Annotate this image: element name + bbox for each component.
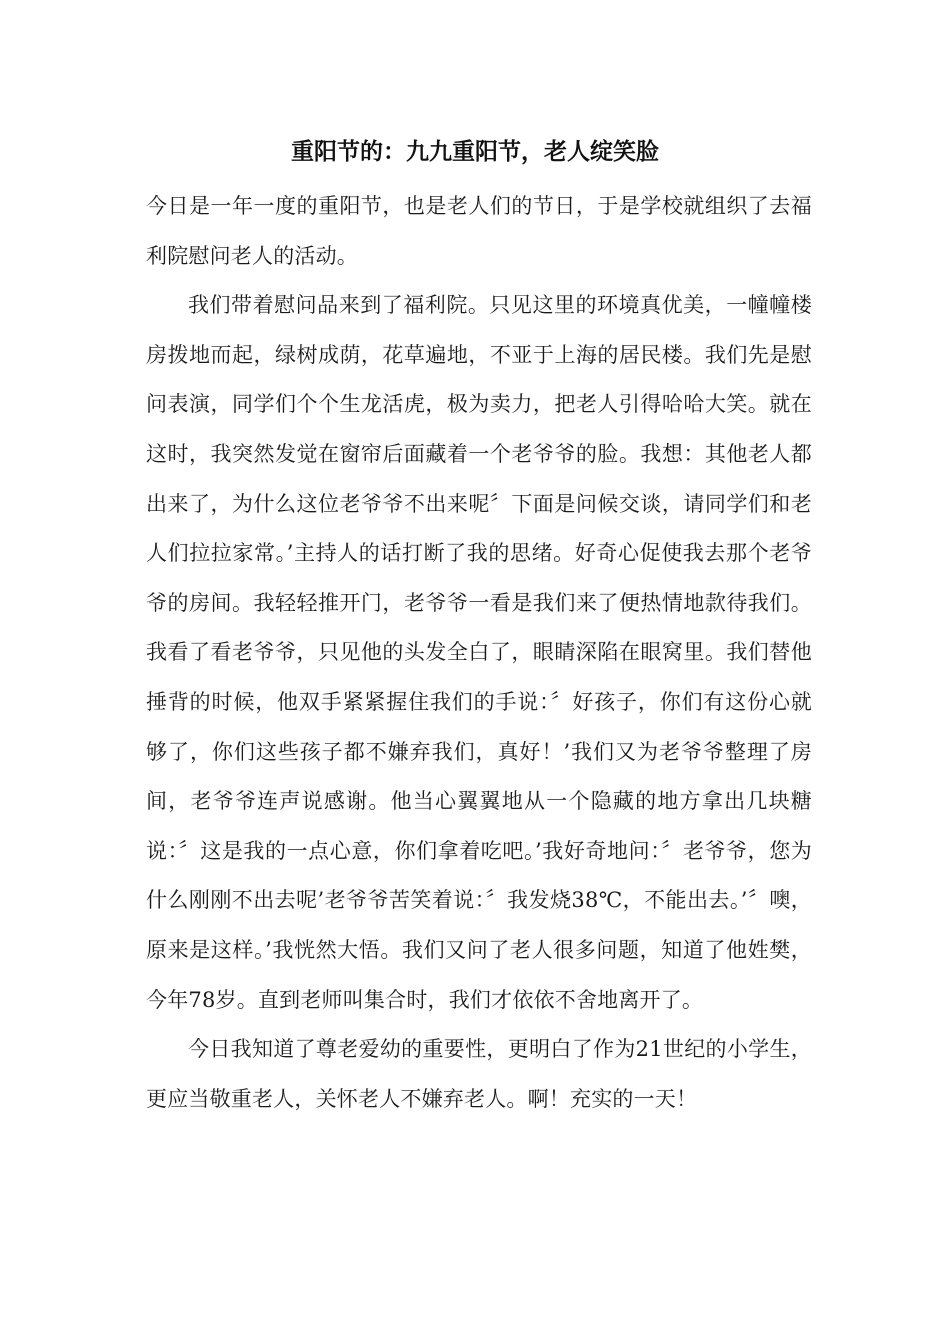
paragraph-visit: 我们带着慰问品来到了福利院。只见这里的环境真优美，一幢幢楼房拨地而起，绿树成荫，花草遍地，不亚于上海的居民楼。我们先是慰问表演，同学们个个生龙活虎，极为卖力，把老人引得哈哈大笑。就在这时，我突然发觉在窗帘后面藏着一个老爷爷的脸。我想：其他老人都出来了，为什么这位老爷爷不出来呢〞下面是问候交谈，请同学们和老人们拉拉家常。’主持人的话打断了我的思绪。好奇心促使我去那个老爷爷的房间。我轻轻推开门，老爷爷一看是我们来了便热情地款待我们。我看了看老爷爷，只见他的头发全白了，眼睛深陷在眼窝里。我们替他捶背的时候，他双手紧紧握住我们的手说：〞好孩子，你们有这份心就够了，你们这些孩子都不嫌弃我们，真好！’我们又为老爷爷整理了房间，老爷爷连声说感谢。他当心翼翼地从一个隐藏的地方拿出几块糖说：〞这是我的一点心意，你们拿着吃吧。’我好奇地问：〞老爷爷，您为什么刚刚不出去呢’老爷爷苦笑着说：〞我发烧38℃，不能出去。’〞噢，原来是这样。’我恍然大悟。我们又问了老人很多问题，知道了他姓樊，今年78岁。直到老师叫集合时，我们才依依不舍地离开了。 xyxy=(146,293,812,1012)
document-body xyxy=(146,182,812,1124)
paragraph-conclusion: 今日我知道了尊老爱幼的重要性，更明白了作为21世纪的小学生，更应当敬重老人，关怀老人不嫌弃老人。啊！充实的一天！ xyxy=(146,1037,812,1111)
paragraph-intro: 今日是一年一度的重阳节，也是老人们的节日，于是学校就组织了去福利院慰问老人的活动。 xyxy=(146,194,812,268)
document-title: 重阳节的：九九重阳节，老人绽笑脸 xyxy=(291,138,659,165)
